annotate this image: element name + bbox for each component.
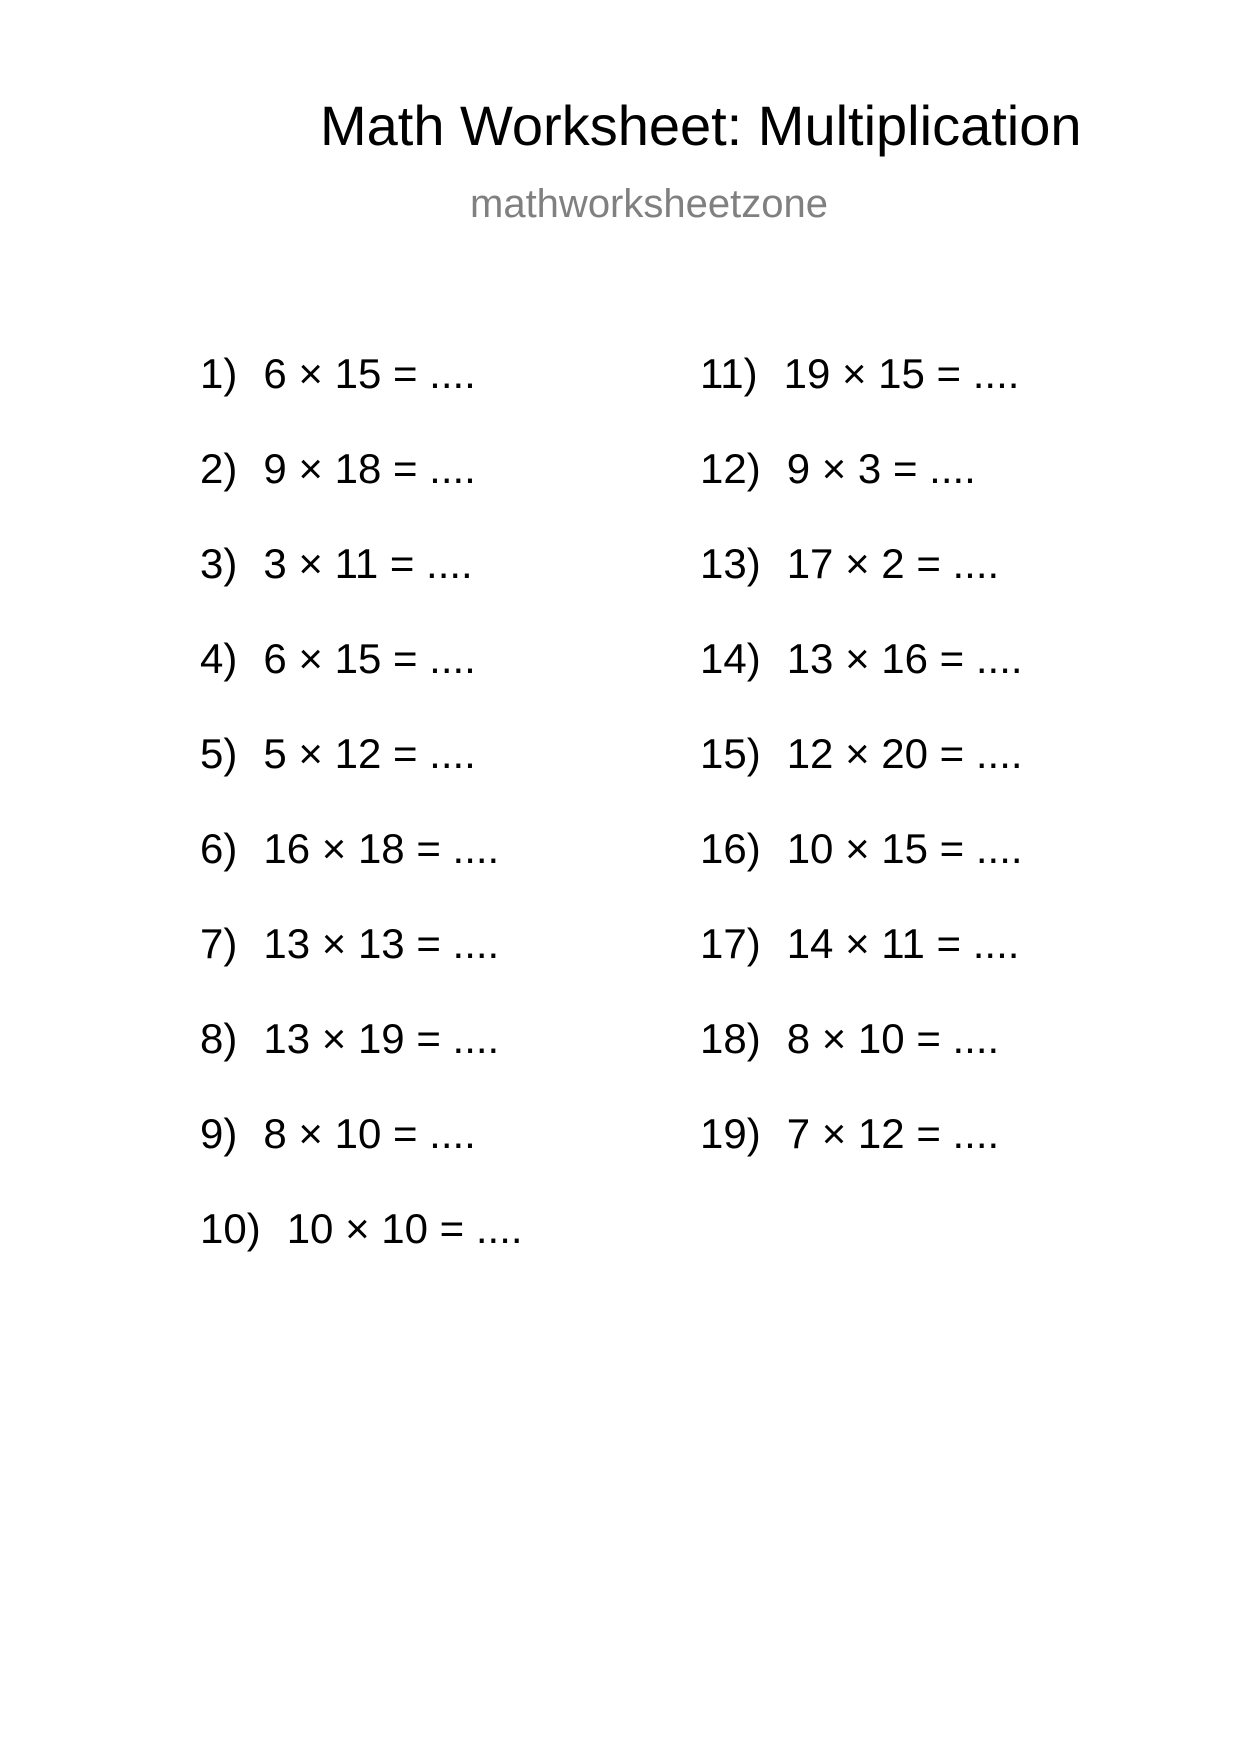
problem-expression: 6 × 15 = .... [263, 635, 476, 682]
problem-number: 5) [200, 730, 238, 777]
problem-number: 15) [700, 730, 761, 777]
problem-expression: 6 × 15 = .... [263, 350, 476, 397]
problem-18 [700, 1015, 1023, 1113]
problem-number: 11) [700, 350, 758, 397]
problem-expression: 9 × 3 = .... [786, 445, 976, 492]
problem-number: 3) [200, 540, 238, 587]
problem-number: 10) [200, 1205, 261, 1252]
problem-expression: 17 × 2 = .... [786, 540, 1000, 587]
problem-expression: 16 × 18 = .... [263, 825, 500, 872]
problem-13 [700, 540, 1023, 638]
problem-number: 17) [700, 920, 761, 967]
problem-7 [200, 920, 523, 1018]
problem-number: 4) [200, 635, 238, 682]
problem-number: 18) [700, 1015, 761, 1062]
problem-expression: 14 × 11 = .... [786, 920, 1020, 967]
problem-number: 7) [200, 920, 238, 967]
problem-number: 8) [200, 1015, 238, 1062]
problem-1 [200, 350, 523, 448]
problem-expression: 13 × 16 = .... [786, 635, 1023, 682]
problem-2 [200, 445, 523, 543]
problem-5 [200, 730, 523, 828]
problem-number: 14) [700, 635, 761, 682]
problem-number: 6) [200, 825, 238, 872]
problem-number: 2) [200, 445, 238, 492]
problem-expression: 9 × 18 = .... [263, 445, 476, 492]
problem-number: 19) [700, 1110, 761, 1157]
problem-9 [200, 1110, 523, 1208]
problem-expression: 10 × 15 = .... [786, 825, 1023, 872]
problem-number: 13) [700, 540, 761, 587]
problem-expression: 5 × 12 = .... [263, 730, 476, 777]
problem-expression: 19 × 15 = .... [783, 350, 1020, 397]
problem-16 [700, 825, 1023, 923]
worksheet-subtitle: mathworksheetzone [470, 182, 828, 226]
problem-expression: 13 × 19 = .... [263, 1015, 500, 1062]
problem-15 [700, 730, 1023, 828]
problem-expression: 8 × 10 = .... [263, 1110, 476, 1157]
problem-number: 16) [700, 825, 761, 872]
problem-14 [700, 635, 1023, 733]
problem-4 [200, 635, 523, 733]
problem-10 [200, 1205, 523, 1303]
problem-11 [700, 350, 1023, 448]
problem-19 [700, 1110, 1023, 1208]
problem-number: 1) [200, 350, 238, 397]
problem-8 [200, 1015, 523, 1113]
problem-expression: 7 × 12 = .... [786, 1110, 1000, 1157]
problem-6 [200, 825, 523, 923]
problem-number: 9) [200, 1110, 238, 1157]
problem-17 [700, 920, 1023, 1018]
problem-expression: 8 × 10 = .... [786, 1015, 1000, 1062]
problem-number: 12) [700, 445, 761, 492]
problem-12 [700, 445, 1023, 543]
problem-column-right [700, 350, 1023, 1208]
problem-expression: 12 × 20 = .... [786, 730, 1023, 777]
problem-3 [200, 540, 523, 638]
problem-column-left [200, 350, 523, 1303]
worksheet-title: Math Worksheet: Multiplication [320, 94, 1082, 157]
problem-expression: 13 × 13 = .... [263, 920, 500, 967]
problem-expression: 10 × 10 = .... [286, 1205, 523, 1252]
problem-expression: 3 × 11 = .... [263, 540, 473, 587]
